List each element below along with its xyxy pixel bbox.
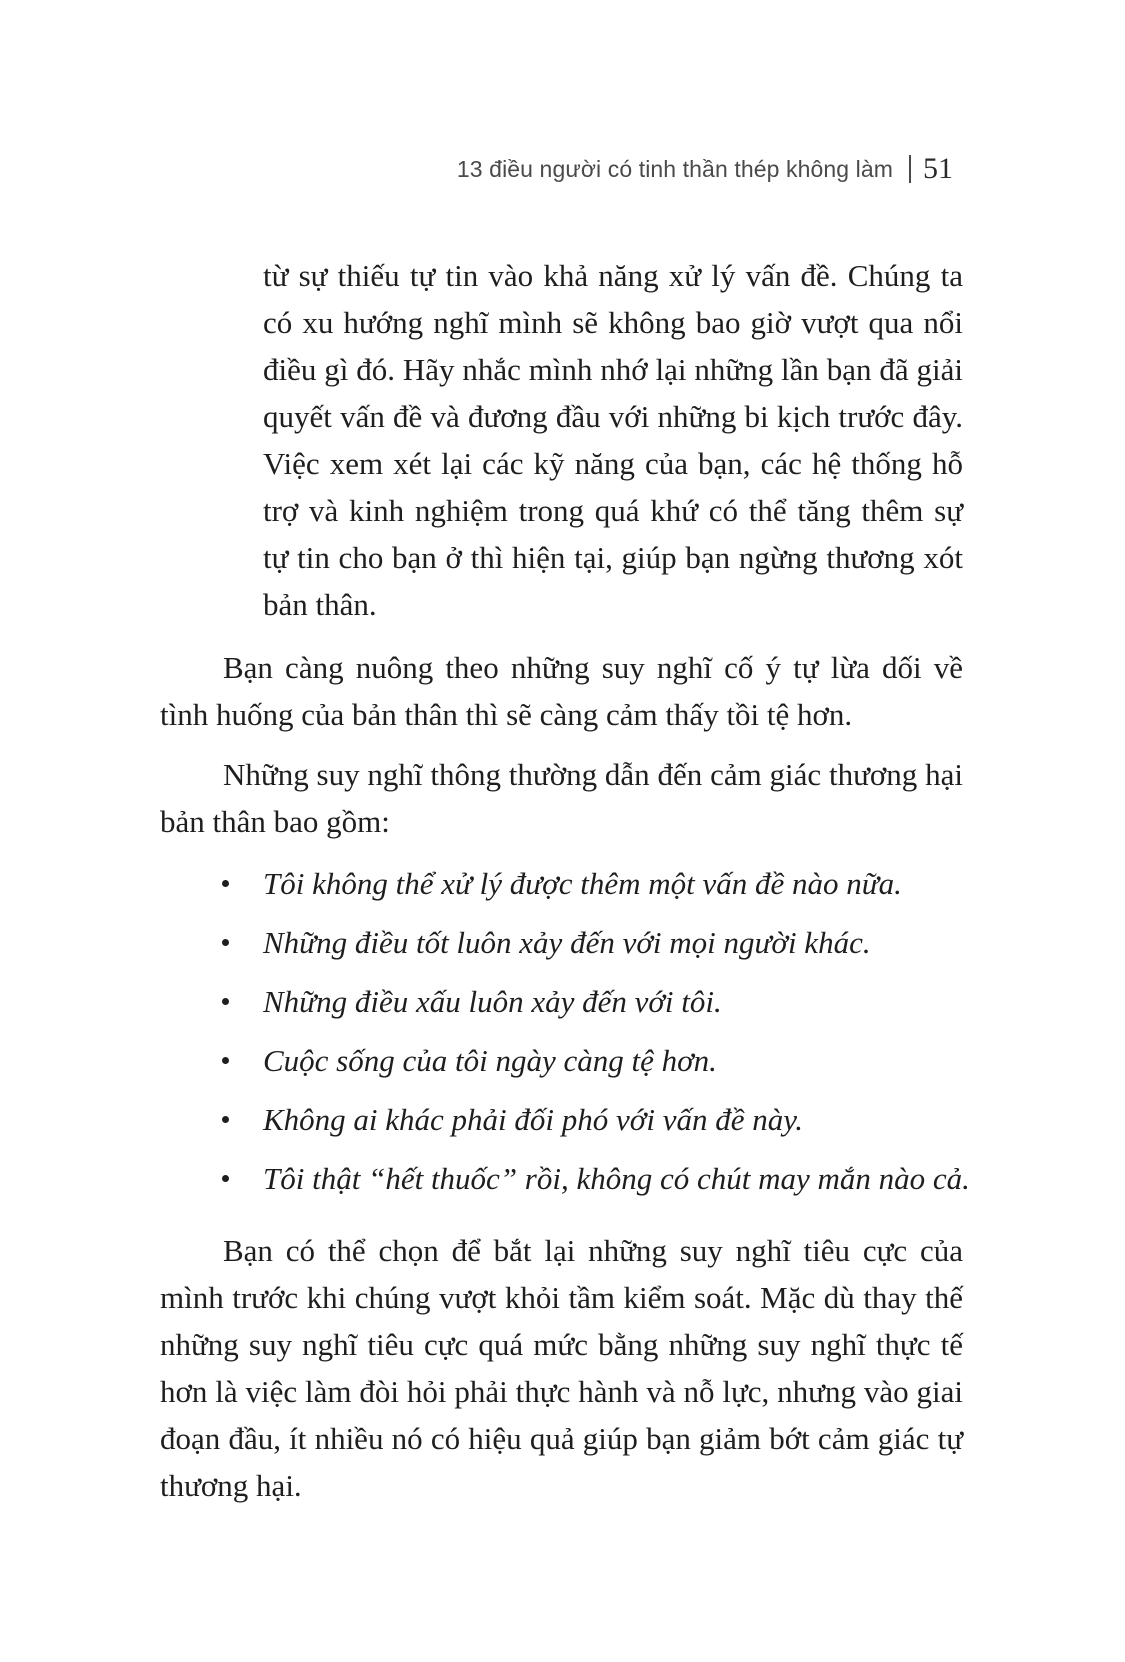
list-item: [222, 1155, 982, 1214]
bullet-icon: [222, 880, 229, 887]
body-paragraph: Những suy nghĩ thông thường dẫn đến cảm giác thương hại bản thân bao gồm:: [160, 757, 963, 839]
list-item: [222, 919, 982, 978]
header-separator: [909, 155, 911, 183]
list-item-text: Cuộc sống của tôi ngày càng tệ hơn.: [263, 1043, 717, 1078]
list-item: [222, 978, 982, 1037]
bullet-icon: [222, 1057, 229, 1064]
bullet-icon: [222, 1175, 229, 1182]
list-item-text: Những điều tốt luôn xảy đến với mọi người khác.: [263, 925, 871, 960]
list-item: [222, 860, 982, 919]
indented-paragraph: từ sự thiếu tự tin vào khả năng xử lý vấn đề. Chúng ta có xu hướng nghĩ mình sẽ không bao giờ vượt qua nổi điều gì đó. Hãy nhắc mình nhớ lại những lần bạn đã giải quyết vấn đề và đương đầu với những bi kịch trước đây. Việc xem xét lại các kỹ năng của bạn, các hệ thống hỗ trợ và kinh nghiệm trong quá khứ có thể tăng thêm sự tự tin cho bạn ở thì hiện tại, giúp bạn ngừng thương xót bản thân.: [263, 258, 963, 622]
body-paragraph: Bạn có thể chọn để bắt lại những suy nghĩ tiêu cực của mình trước khi chúng vượt khỏi tầm kiểm soát. Mặc dù thay thế những suy nghĩ tiêu cực quá mức bằng những suy nghĩ thực tế hơn là việc làm đòi hỏi phải thực hành và nỗ lực, nhưng vào giai đoạn đầu, ít nhiều nó có hiệu quả giúp bạn giảm bớt cảm giác tự thương hại.: [160, 1233, 963, 1503]
list-item-text: Tôi không thể xử lý được thêm một vấn đề nào nữa.: [263, 866, 902, 901]
list-item: [222, 1096, 982, 1155]
list-item-text: Không ai khác phải đối phó với vấn đề này.: [263, 1102, 804, 1137]
list-item-text: Tôi thật “hết thuốc” rồi, không có chút may mắn nào cả.: [263, 1161, 970, 1196]
bullet-icon: [222, 998, 229, 1005]
bullet-icon: [222, 1116, 229, 1123]
bullet-icon: [222, 939, 229, 946]
thought-list: [222, 860, 982, 1214]
book-title: 13 điều người có tinh thần thép không làm: [456, 155, 893, 182]
page-number: 51: [923, 152, 953, 185]
running-header: [457, 152, 953, 186]
list-item: [222, 1037, 982, 1096]
body-paragraph: Bạn càng nuông theo những suy nghĩ cố ý tự lừa dối về tình huống của bản thân thì sẽ càng cảm thấy tồi tệ hơn.: [160, 650, 963, 732]
list-item-text: Những điều xấu luôn xảy đến với tôi.: [263, 984, 722, 1019]
